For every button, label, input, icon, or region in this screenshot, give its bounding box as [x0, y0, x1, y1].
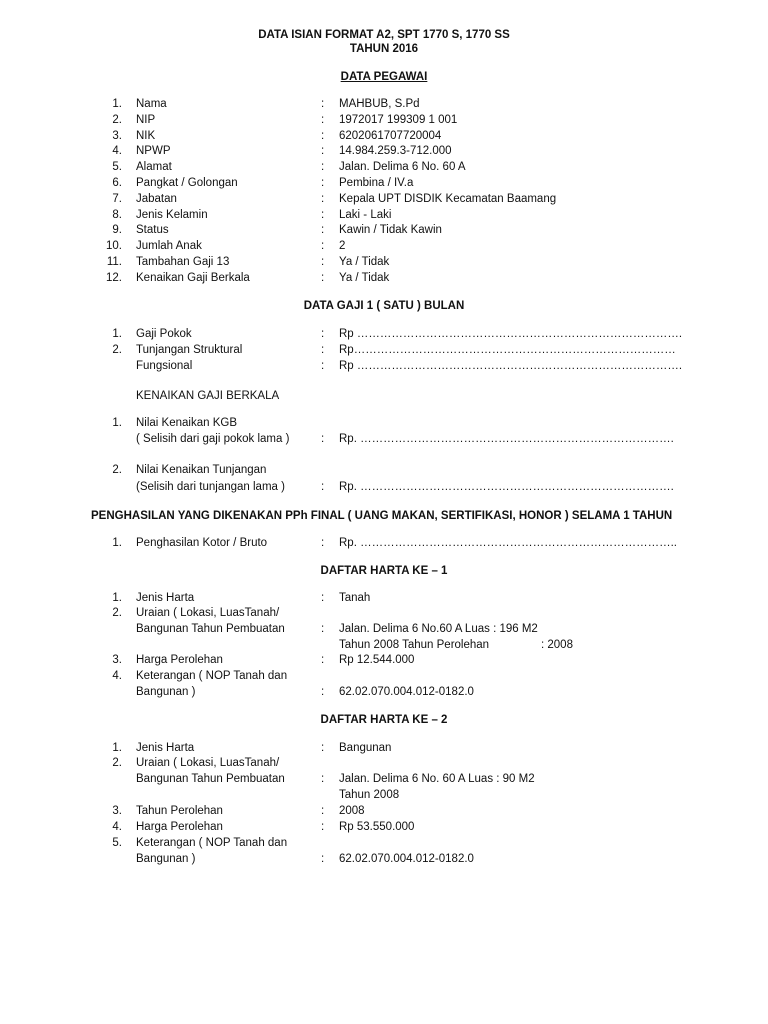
field-value-nilai-tunjangan: Rp. ……………………………………………………………………….: [339, 481, 674, 493]
colon: :: [321, 114, 325, 126]
field-value-harga-perolehan: Rp 12.544.000: [339, 654, 415, 666]
document-year: TAHUN 2016: [349, 43, 419, 55]
colon: :: [321, 344, 325, 356]
colon: :: [321, 161, 325, 173]
field-label: NIP: [136, 114, 156, 126]
field-sublabel-nilai-kgb: ( Selisih dari gaji pokok lama ): [136, 433, 290, 445]
list-number: 11.: [106, 256, 122, 268]
field-value-tahun-perolehan: 2008: [339, 805, 365, 817]
field-label-uraian: Uraian ( Lokasi, LuasTanah/: [136, 757, 280, 769]
field-value-nilai-kgb: Rp. ……………………………………………………………………….: [339, 433, 674, 445]
list-number: 3.: [112, 654, 122, 666]
field-label-gaji-pokok: Gaji Pokok: [136, 328, 192, 340]
field-value-nop: 62.02.070.004.012-0182.0: [339, 853, 474, 865]
field-value-penghasilan-kotor: Rp. ………………………………………………………………………..: [339, 537, 677, 549]
field-label-nilai-tunjangan: Nilai Kenaikan Tunjangan: [136, 464, 267, 476]
colon: :: [321, 177, 325, 189]
field-label-fungsional: Fungsional: [136, 360, 193, 372]
field-value: 1972017 199309 1 001: [339, 114, 458, 126]
list-number: 1.: [112, 98, 122, 110]
field-value: Kawin / Tidak Kawin: [339, 224, 442, 236]
field-value: 2: [339, 240, 346, 252]
list-number: 1.: [112, 537, 122, 549]
list-number: 3.: [112, 805, 122, 817]
field-value: Laki - Laki: [339, 209, 392, 221]
list-number: 2.: [112, 757, 122, 769]
field-value: Ya / Tidak: [339, 256, 390, 268]
list-number: 5.: [112, 161, 122, 173]
colon: :: [321, 623, 325, 635]
list-number: 2.: [112, 607, 122, 619]
section-heading-harta-2: DAFTAR HARTA KE – 2: [320, 714, 448, 726]
colon: :: [321, 592, 325, 604]
field-value-uraian: Jalan. Delima 6 No.60 A Luas : 196 M2: [339, 623, 538, 635]
list-number: 1.: [112, 328, 122, 340]
field-value: 6202061707720004: [339, 130, 442, 142]
colon: :: [321, 821, 325, 833]
list-number: 2.: [112, 114, 122, 126]
list-number: 1.: [112, 417, 122, 429]
colon: :: [321, 773, 325, 785]
field-value: Jalan. Delima 6 No. 60 A: [339, 161, 466, 173]
section-heading-data-pegawai: DATA PEGAWAI: [340, 71, 428, 83]
list-number: 12.: [106, 272, 122, 284]
field-label-jenis-harta: Jenis Harta: [136, 592, 195, 604]
field-label: Pangkat / Golongan: [136, 177, 238, 189]
field-value-uraian-cont: Tahun 2008: [339, 789, 400, 801]
field-value-harga-perolehan: Rp 53.550.000: [339, 821, 415, 833]
field-value: MAHBUB, S.Pd: [339, 98, 420, 110]
colon: :: [321, 686, 325, 698]
colon: :: [321, 130, 325, 142]
list-number: 10.: [106, 240, 122, 252]
list-number: 4.: [112, 145, 122, 157]
colon: :: [321, 742, 325, 754]
list-number: 2.: [112, 464, 122, 476]
section-heading-penghasilan: PENGHASILAN YANG DIKENAKAN PPh FINAL ( UANG MAKAN, SERTIFIKASI, HONOR ) SELAMA 1 TAHUN: [91, 510, 673, 522]
field-value-tahun-perolehan: : 2008: [541, 639, 573, 651]
colon: :: [321, 853, 325, 865]
field-label-keterangan-cont: Bangunan ): [136, 853, 196, 865]
field-label-nilai-kgb: Nilai Kenaikan KGB: [136, 417, 237, 429]
section-heading-kenaikan-gaji: KENAIKAN GAJI BERKALA: [136, 390, 280, 402]
field-value-fungsional: Rp ………………………………………………………………………….: [339, 360, 683, 372]
field-value-nop: 62.02.070.004.012-0182.0: [339, 686, 474, 698]
field-label: Jabatan: [136, 193, 177, 205]
document-title: DATA ISIAN FORMAT A2, SPT 1770 S, 1770 SS: [258, 29, 510, 41]
field-label-harga-perolehan: Harga Perolehan: [136, 654, 223, 666]
colon: :: [321, 256, 325, 268]
list-number: 6.: [112, 177, 122, 189]
section-heading-harta-1: DAFTAR HARTA KE – 1: [320, 565, 448, 577]
field-label-jenis-harta: Jenis Harta: [136, 742, 195, 754]
colon: :: [321, 654, 325, 666]
field-value: Pembina / IV.a: [339, 177, 414, 189]
field-value-tunjangan-struktural: Rp…………………………………………………………………………: [339, 344, 676, 356]
list-number: 7.: [112, 193, 122, 205]
field-label: Jenis Kelamin: [136, 209, 208, 221]
section-heading-data-gaji: DATA GAJI 1 ( SATU ) BULAN: [303, 300, 465, 312]
field-label: Nama: [136, 98, 167, 110]
colon: :: [321, 272, 325, 284]
list-number: 8.: [112, 209, 122, 221]
list-number: 5.: [112, 837, 122, 849]
field-label-keterangan-cont: Bangunan ): [136, 686, 196, 698]
colon: :: [321, 145, 325, 157]
field-value: Kepala UPT DISDIK Kecamatan Baamang: [339, 193, 557, 205]
list-number: 4.: [112, 670, 122, 682]
colon: :: [321, 209, 325, 221]
field-label-tahun-perolehan: Tahun Perolehan: [136, 805, 223, 817]
list-number: 1.: [112, 592, 122, 604]
field-value-uraian: Jalan. Delima 6 No. 60 A Luas : 90 M2: [339, 773, 535, 785]
field-label-penghasilan-kotor: Penghasilan Kotor / Bruto: [136, 537, 268, 549]
field-label: Alamat: [136, 161, 172, 173]
field-label: Tambahan Gaji 13: [136, 256, 230, 268]
field-value: 14.984.259.3-712.000: [339, 145, 452, 157]
field-label-keterangan: Keterangan ( NOP Tanah dan: [136, 670, 288, 682]
colon: :: [321, 224, 325, 236]
list-number: 2.: [112, 344, 122, 356]
field-value-uraian-cont: Tahun 2008 Tahun Perolehan: [339, 639, 490, 651]
colon: :: [321, 98, 325, 110]
field-label: Status: [136, 224, 169, 236]
field-value: Ya / Tidak: [339, 272, 390, 284]
list-number: 3.: [112, 130, 122, 142]
list-number: 4.: [112, 821, 122, 833]
field-label-uraian: Uraian ( Lokasi, LuasTanah/: [136, 607, 280, 619]
colon: :: [321, 805, 325, 817]
field-label-harga-perolehan: Harga Perolehan: [136, 821, 223, 833]
field-sublabel-nilai-tunjangan: (Selisih dari tunjangan lama ): [136, 481, 285, 493]
field-value-jenis-harta: Tanah: [339, 592, 371, 604]
colon: :: [321, 193, 325, 205]
colon: :: [321, 537, 325, 549]
field-label: NPWP: [136, 145, 171, 157]
field-label: NIK: [136, 130, 156, 142]
field-label-uraian-cont: Bangunan Tahun Pembuatan: [136, 773, 285, 785]
field-value-jenis-harta: Bangunan: [339, 742, 392, 754]
field-label-keterangan: Keterangan ( NOP Tanah dan: [136, 837, 288, 849]
colon: :: [321, 328, 325, 340]
colon: :: [321, 481, 325, 493]
list-number: 1.: [112, 742, 122, 754]
field-value-gaji-pokok: Rp ………………………………………………………………………….: [339, 328, 683, 340]
colon: :: [321, 240, 325, 252]
field-label: Kenaikan Gaji Berkala: [136, 272, 250, 284]
colon: :: [321, 433, 325, 445]
list-number: 9.: [112, 224, 122, 236]
field-label-uraian-cont: Bangunan Tahun Pembuatan: [136, 623, 285, 635]
colon: :: [321, 360, 325, 372]
field-label: Jumlah Anak: [136, 240, 202, 252]
field-label-tunjangan-struktural: Tunjangan Struktural: [136, 344, 243, 356]
